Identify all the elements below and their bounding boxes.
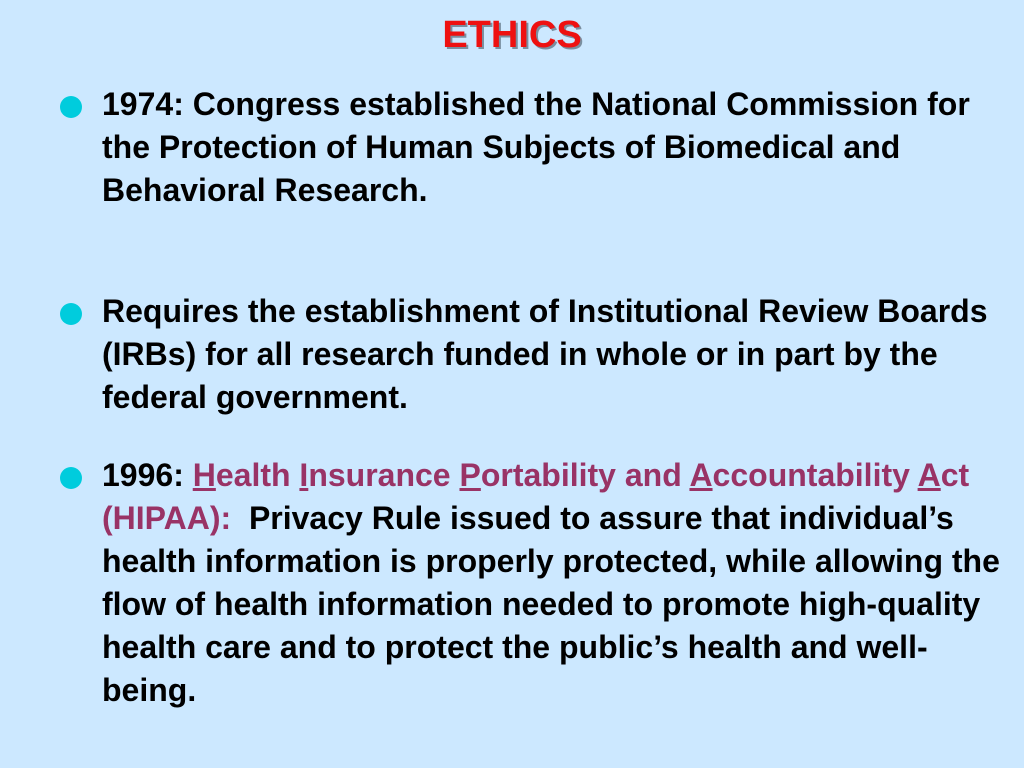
bullet-text: Requires the establishment of Institutional Review Boards (IRBs) for all research funded in whole or in part by the federal government. xyxy=(102,293,988,415)
hipaa-initial-p: P xyxy=(459,457,481,493)
hipaa-word-rest: ealth xyxy=(215,457,300,493)
hipaa-initial-i: I xyxy=(299,457,309,493)
bullet-dot-icon xyxy=(60,303,82,325)
bullet-dot-icon xyxy=(60,467,82,489)
hipaa-initial-a2: A xyxy=(917,457,941,493)
hipaa-word-rest: ct (HIPAA): xyxy=(102,457,970,536)
hipaa-word-rest: ccountability xyxy=(712,457,918,493)
hipaa-word-rest: nsurance xyxy=(308,457,460,493)
bullet-dot-icon xyxy=(60,96,82,118)
hipaa-initial-h: H xyxy=(192,457,216,493)
bullet-prefix: 1996: xyxy=(102,457,193,493)
bullet-suffix: Privacy Rule issued to assure that individual’s health information is properly protected, while allowing the flow of health information needed to promote high-quality health care and to protect the public’s health and well-being. xyxy=(102,500,1009,708)
slide-title: ETHICS xyxy=(442,14,582,56)
hipaa-word-rest: ortability and xyxy=(480,457,690,493)
bullet-text: 1974: Congress established the National Commission for the Protection of Human Subjects of Biomedical and Behavioral Research. xyxy=(102,86,970,208)
hipaa-initial-a1: A xyxy=(689,457,713,493)
bullet-text xyxy=(102,454,1009,712)
